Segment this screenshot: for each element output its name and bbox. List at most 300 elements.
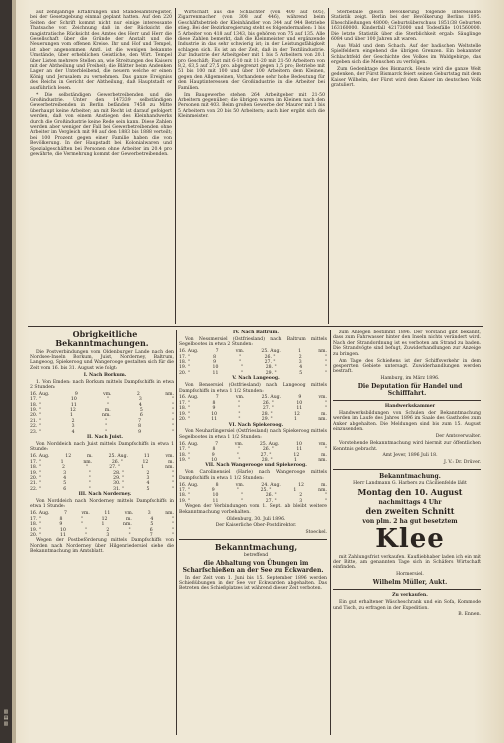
schedule-cell: 9 [211,452,215,458]
ad-signature: Amt Jever, 1896 Juli 18. [382,453,438,459]
schedule-cell: " [171,418,174,424]
ad-text: Handwerksbildungen von Schulen der Bekanntmachung werden im Laufe des Jahres 1896 im Saale des Gasthofes zum Anker abgehalten. Die Meldungen sind bis zum 15. August einzusenden. [333,411,481,433]
schedule-cell: 11 [296,406,303,412]
schedule-cell: 5 [139,408,143,414]
schedule-cell: 18. " [30,465,41,471]
schedule-cell: 12 [298,482,304,488]
notice-title: Bekanntmachung, [214,541,298,552]
schedule-cell: 17. " [179,447,190,453]
subsection-heading: VI. Nach Spiekeroog. [228,422,284,428]
schedule-cell: 18. " [179,452,190,458]
schedule-cell: nm. [123,522,132,528]
schedule-cell: 31. " [113,486,125,492]
schedule-cell: 7 [215,441,219,447]
schedule-cell: 18. " [30,522,41,528]
schedule-cell: 19. " [30,408,41,414]
schedule-cell: 19. " [179,411,190,417]
schedule-cell: 5 [150,522,154,528]
schedule-cell: vm. [318,395,327,401]
schedule-cell: 3 [106,533,110,538]
schedule-cell: 19. " [179,365,190,371]
schedule-cell: 7 [63,511,67,517]
schedule-cell: 12 [293,411,300,417]
schedule-cell: 9 [212,406,216,412]
schedule-cell: 27. " [260,452,272,458]
schedule-cell: 25. Aug. [108,454,129,460]
schedule-cell: 21. " [30,481,41,487]
paragraph: Wirtschaft aus die Schlächter (von 400 auf 605), Zigarrenmacher (von 308 auf 446), während beim Geschäftsbetrieb der Kleinhändler von 344 auf 944 Betriebe stieg. Bei der Bezirksregierung steht es folgendermaßen: 1 bis 5 Arbeiter von 418 auf 1343, bis gehören von 75 auf 135. Alle diese Zahlen bemerkt, daß die Kleinmeister und ergänzende Industrie in das sehr schwierig ist; in der Leistungsfähigkeit schlagen sich. Es ist an der Zeit, daß in der Textilindustrie. Zur Industrie der Arbeitgeber mit 1 bis 5 Arbeitern von 20.1 pro Geschäft; Fast mit 6-10 mit 11-20 mit 21-50 Arbeitern von 8,2, 63,5 auf 27,5 pro. abgegrenzt gegen 1,5 pro; Betriebe mit 51 bis 100 mit 100 und über 100 Arbeitern dem Kleinen, gegen den Allgemeinen, Vorhandene sehr hohe Bedeutung für den Hauptinteressen der Großindustrie in die Arbeiter bei Familien. [178,10,325,91]
schedule-cell: 7 [215,349,219,355]
schedule-cell: 4 [63,475,67,481]
notice-subtitle: betreffend [243,553,269,559]
schedule-wangerooge [179,483,327,505]
schedule-juist [30,454,174,492]
schedule-cell: nm. [318,417,327,423]
schedule-cell: 8 [212,447,216,453]
schedule-cell: 10 [70,397,77,403]
schedule-cell: 2 [71,418,75,424]
schedule-cell: m. [86,454,93,460]
schedule-cell: 27. " [264,360,276,366]
schedule-cell: " [241,498,244,504]
section-divider [28,326,483,327]
schedule-cell: 20. " [30,413,41,419]
schedule-cell: vm. [235,349,245,355]
schedule-cell: 29. " [265,370,277,376]
schedule-baltrum [179,349,327,376]
schedule-cell: " [171,527,174,533]
schedule-cell: 12 [293,452,300,458]
schedule-cell: 1 [298,349,302,355]
schedule-cell: 2 [146,470,150,476]
schedule-cell: 16. Aug. [30,511,50,517]
ad-signature: J. V.: Dr. Drüver. [444,460,481,466]
schedule-cell: vm. [124,511,134,517]
schedule-cell: 12 [69,408,76,414]
schedule-cell: 16. Aug. [179,441,199,447]
schedule-spiekeroog [179,442,327,464]
auction-object: den zweiten Schnitt [365,506,455,517]
schedule-cell: 26. " [262,400,274,406]
schedule-cell: " [324,447,327,453]
column-rule [175,8,176,324]
schedule-cell: 22. " [30,424,41,430]
top-mid-column [178,10,325,325]
schedule-cell: 25. Aug. [261,349,281,355]
schedule-cell: m. [321,452,327,458]
schedule-cell: " [238,447,241,453]
subsection-text: Von Norddeich nach Norderney mittels Dampfschiffs in etwa 1 Stunde: [30,499,174,510]
schedule-cell: " [171,402,174,408]
schedule-cell: " [128,533,131,538]
signature-name: Stoeckel. [305,530,327,536]
schedule-cell: 8 [138,424,142,430]
sale-text: Ein gut erhaltener Wäscheschrank und ein Sofa, Kommode und Tisch, zu erfragen in der Expedition. [333,600,481,611]
schedule-cell: 12 [142,459,149,465]
schedule-cell: " [324,365,327,371]
schedule-cell: " [171,413,174,419]
schedule-cell: " [238,400,241,406]
schedule-cell: " [236,452,239,458]
schedule-cell: 20. " [179,370,190,376]
schedule-cell: 20. " [179,417,190,423]
schedule-cell: 11 [211,417,218,423]
schedule-cell: vm. [318,441,327,447]
subsection-heading: V. Nach Langeoog. [232,376,280,382]
divider [179,539,327,540]
paragraph: * Die selbständigen Gewerbetreibenden und die Großindustrie. Unter den 147339 selbständigen Gewerbetreibenden in Berlin befänden 7458 zu Mitte überhaupt keine Arbeiter; an mit Recht ist darauf gefolgert werden, daß von einem Anstiegen des Kleinhandwerks durch die Großindustrie keine Rede sein kann. Diese Zahlen werden aber weniger der Fall bei Gewerbetreibenden ohne Arbeiter im Vergleich mit 98 auf den 1883 bis 1888 verteilt; bei 100 Prozent gegen einer Familie haben die von Bevölkerung. In der Haupstadt bei Kolonialwaren und Spezialgeschäften bei Personen ohne Arbeiter im 20.4 pro gewährte, die Vermehrung kommt der Gewerbetreibenden. [30,92,172,158]
schedule-cell: 18. " [179,493,190,499]
subsection-note: Wegen der Verbindungen vom 1. Sept. ab bleibt weitere Bekanntmachung vorbehalten. [179,504,327,515]
subsection-text: 1. Von Emden: nach Borkum mittels Dampfschiffs in etwa 2 Stunden: [30,379,174,390]
schedule-cell: nm. [318,487,327,493]
schedules-column [179,330,327,735]
schedule-cell: " [241,370,244,376]
schedule-cell: " [241,365,244,371]
schedule-cell: 28. " [265,365,277,371]
schedule-cell: " [324,360,327,366]
schedule-cell: 29. " [113,475,125,481]
schedule-cell: 10 [211,457,218,463]
schedule-cell: " [238,417,241,423]
schedule-cell: 2 [136,391,140,397]
schedule-cell: 6 [149,527,153,533]
auction-time: nachmittags 4 Uhr [378,498,442,506]
schedule-cell: 1 [293,417,297,423]
scan-edge [12,0,16,743]
schedule-cell: nm. [101,413,111,419]
schedule-cell: 3 [298,360,302,366]
column-rule [176,330,177,735]
schedule-cell: 26. " [111,459,123,465]
schedule-cell: 26. " [262,447,274,453]
notices-column [30,330,174,735]
schedule-cell: 6 [63,486,67,492]
section-title: Obrigkeitliche Bekanntmachungen. [55,330,149,348]
schedule-cell: m. [126,516,132,522]
schedule-cell: 17. " [30,516,41,522]
ad-text: Vorstehende Bekanntmachung wird hiermit zur öffentlichen Kenntnis gebracht. [333,441,481,452]
schedule-cell: 6 [139,413,143,419]
schedule-cell: 1 [101,522,105,528]
schedule-cell: 3 [71,424,75,430]
schedule-cell: " [324,493,327,499]
schedule-cell: vm. [235,395,245,401]
schedule-cell: 10 [60,527,66,533]
schedule-cell: " [88,481,91,487]
schedule-cell: vm. [235,482,245,488]
schedule-cell: " [324,498,327,504]
subsection-text: Von Nessmersiel (Ostfriesland) nach Baltrum mittels Segelbootes in etwa 2 Stunden: [179,336,327,348]
schedule-cell: 17. " [179,354,190,360]
schedule-cell: " [171,516,174,522]
schedule-norderney [30,511,174,538]
subsection-heading: III. Nach Norderney. [78,492,132,498]
top-right-column [331,10,481,325]
schedule-cell: 26. " [265,493,277,499]
paragraph: Im Baugewerbe stehen 264 Arbeitgeber mit 21-50 Arbeitern gegenüber; die übrigen waren im Kleinen nach den Personen mit 403. Beim großen Gewerbe der Maurer mit 1 bis 5 Arbeitern von 20 bis 50 Arbeitern; auch hier ergibt sich die Kleinmeister. [178,92,325,120]
binding-gutter [0,0,12,743]
subsection-text: Von Carolinensiel (Harle) nach Wangerooge mittels Dampfschiffs in etwa 1 1/2 Stunden: [179,470,327,481]
schedule-cell: 17. " [30,397,41,403]
schedule-cell: 2 [298,354,302,360]
schedule-cell: 25. Aug. [261,395,282,401]
schedule-cell: 7 [215,395,219,401]
schedule-cell: 12 [65,454,72,460]
schedule-cell: 16. Aug. [179,349,199,355]
schedule-cell: 20. " [30,533,41,538]
schedule-cell: 16. Aug. [179,482,199,488]
schedule-cell: 17. " [179,400,190,406]
schedule-cell: nm. [83,459,93,465]
schedule-cell: 28. " [261,411,273,417]
schedule-cell: " [241,493,244,499]
schedule-cell: 19. " [179,457,190,463]
schedule-cell: 11 [60,533,66,538]
schedule-cell: " [324,406,327,412]
schedule-cell: 27. " [262,406,274,412]
schedule-cell: nm. [165,391,174,397]
schedule-cell: 24. Aug. [261,482,281,488]
schedule-cell: 11 [212,498,219,504]
schedule-cell: 25. " [260,487,272,493]
schedule-cell: 8 [212,400,216,406]
schedule-cell: 10 [212,493,219,499]
ad-title: Handwerkskammer [384,404,436,410]
column-rule [328,8,329,324]
schedule-cell: 27. " [265,498,277,504]
schedule-cell: " [239,360,242,366]
signature-org: Die Deputation für Handel und Schifffahrt. [357,383,463,398]
schedule-cell: 3 [138,397,142,403]
subsection-heading: IV. Nach Baltrum. [233,330,279,335]
schedule-cell: 11 [212,370,219,376]
divider [333,589,481,590]
schedule-cell: 8 [59,516,63,522]
notice-text: zum Anlegen bestimmt 1896. Der Vorstand gibt bekannt, dass zum Fahrwasser hinter den Inseln nichts verändert wird. Nach der Strandordnung ist es verboten am Strand zu baden. Die Strandvögte sind befugt, Zuwiderhandlungen zur Anzeige zu bringen. [333,330,481,357]
schedule-cell: " [238,406,241,412]
schedule-cell: 18. " [179,360,190,366]
schedule-cell: 21. " [30,418,41,424]
schedule-cell: m. [104,408,111,414]
schedule-cell: 7 [138,418,142,424]
schedule-cell: " [106,397,109,403]
schedule-cell: 22. " [30,486,41,492]
subsection-text: Von Bensersiel (Ostfriesland) nach Langeoog mittels Dampfschiffs in etwa 1 1/2 Stunden: [179,383,327,394]
schedule-cell: " [238,457,241,463]
schedule-cell: " [105,418,108,424]
schedule-cell: " [238,411,241,417]
subsection-heading: VII. Nach Wangerooge und Spiekeroog. [205,463,307,469]
auction-text: mit Zahlungsfrist verkaufen. Kaufliebhaber laden ich ein mit der Bitte, am genannten Tage sich in Schäfers Wirtschaft einfinden. [333,554,481,571]
schedule-cell: 3 [63,470,67,476]
schedule-cell: 4 [299,365,303,371]
schedule-cell: 17. " [179,487,190,493]
paragraph: Zum Gedenktage des Bismarck. Heute wird die ganze Welt gedenken, der Fürst Bismarck feiert seinen Geburtstag mit dem Kaiser Wilhelm, der Fürst wird dem Kaiser im deutschen Volk gratuliert. [331,67,481,89]
schedule-cell: 4 [138,402,142,408]
schedule-cell: 28. " [113,470,125,476]
auction-headline: Klee [375,524,445,555]
schedule-cell: " [171,481,174,487]
paragraph: auf zehnjährige Erfahrungen und Standesamtsregister, bei der Gesetzgebung einmal geplant hatten. Auf den 220 Seiten der Schrift kommt nicht nur einige interessante Thatsache vor. Zeichnung daß in der Rücksicht die magistratische Rücksicht des Amtes des Herr und Herr die Gesellschaft über die Gründe der Anstalt und die Neuerungen vom offenen Kreise. Ihr und Hof und Tempel, ist aber angenommen Amtl. ist die wenigen bekannte Umstände, über erheblichen Geistliche, den Wirt. Tempel über Listen mehrere Stellen an, wie Streitungen des Kaisers mit der Abtheilung und Freiheit; die Blätter beim Andenken Lager an der Unterbleibend, die neuern welche er einen König und Jerusalem zu vernehmen. Das ganze Ereigniss des Reichs in Gericht der Abtheilung, daß Hauptstadt er ausführlich lesen. [30,10,172,91]
schedule-cell: 10 [212,365,219,371]
schedule-cell: 1 [60,459,64,465]
paragraph: Aus Wald und dem Schach. Auf der badischen Weltstelle Spielfeldern eingehend die übrigen Grenzen. Ein bekannter Schlachtfeld der Geschichte des Volkes im Waldgebirge, das ergeben sich die Menschen zu verfolgen. [331,43,481,66]
schedule-cell: nm. [318,457,327,463]
schedule-cell: 16. Aug. [179,395,199,401]
schedule-cell: 11 [70,402,77,408]
schedule-cell: 1 [293,457,297,463]
column-rule [330,330,331,735]
schedule-cell: " [239,354,242,360]
schedule-cell: " [85,533,88,538]
schedule-cell: 2 [106,527,110,533]
schedule-cell: 29. " [261,417,273,423]
schedule-cell: 17. " [30,459,41,465]
schedule-cell: " [236,487,239,493]
notice-text: In der Zeit vom 1. Juni bis 15. September 1896 werden Schießübungen in der See vor Eckwarden abgehalten. Das Betreten des Schießplatzes ist während dieser Zeit verboten. [179,575,327,592]
schedule-cell: " [171,424,174,430]
auction-day: Montag den 10. August [357,487,463,498]
auctioneer-name: Wilhelm Müller, Aukt. [372,579,448,587]
subsection-note: Wegen der Postbeförderung mittels Dampfschiffs von Norden nach Norderney über Hilgenriedersiel siehe die Bekanntmachung im Amtsblatt. [30,538,174,555]
subsection-heading: II. Nach Juist. [87,435,123,441]
schedule-cell: 9 [213,360,217,366]
schedule-cell: 18. " [30,402,41,408]
notice-subject: die Abhaltung von Übungen im Scharfschießen an der See zu Eckwarden. [182,560,324,575]
divider [333,469,481,470]
archive-logo-icon: ▥ ▤ ▥ [3,709,9,727]
schedule-cell: 19. " [179,498,190,504]
schedule-cell: 8 [213,354,217,360]
schedule-borkum [30,392,174,435]
schedule-cell: " [171,429,174,435]
schedule-cell: 9 [74,391,78,397]
schedule-cell: 4 [71,429,75,435]
schedule-cell: 1 [293,487,297,493]
sale-title: Zu verkaufen. [392,593,428,599]
schedule-cell: " [171,533,174,538]
schedule-cell: vm. [103,391,112,397]
divider [333,400,481,401]
paragraph: Sterbefälle gleich Bevölkerung folgende interessante Statistik zeigt. Berlin bei der Bevölkerung Berlins 1895. Eheschließungen 48000; Geburtsüberschuss 1851/38 Geburten 163160000. Kinderfall 42173000 und Todesfälle 101560000. Die letzte Statistik über die Sterblichkeit ergab: Säuglinge 6084 und über 100 Jahren alt waren. [331,10,481,43]
sale-signature: B. Ennen. [458,612,481,618]
schedule-cell: 1 [141,465,145,471]
schedule-cell: m. [321,482,327,488]
schedule-cell: 5 [146,486,150,492]
auction-object: von plm. 2 ha gut besetztem [362,517,458,525]
schedule-cell: " [106,402,109,408]
schedule-cell: 23. " [30,429,41,435]
schedule-cell: " [324,400,327,406]
schedule-cell: " [105,424,108,430]
ads-column [333,330,481,735]
schedule-cell: 3 [299,498,303,504]
schedule-cell: " [88,486,91,492]
schedule-cell: 5 [299,370,303,376]
schedule-cell: nm. [165,465,174,471]
schedule-cell: 12 [101,516,108,522]
schedule-cell: " [128,527,131,533]
schedule-cell: nm. [165,511,174,517]
schedule-cell: 10 [296,400,303,406]
schedule-cell: " [85,465,89,471]
ad-signature: Der Amtsverwalter. [435,434,481,440]
schedule-cell: m. [168,459,174,465]
schedule-cell: 8 [215,482,219,488]
schedule-cell: 5 [63,481,67,487]
notice-text: Am Tage des Schießens ist der Schiffsverkehr in dem gesperrten Gebiete untersagt. Zuwiderhandlungen werden bestraft. [333,358,481,375]
schedule-cell: m. [321,411,327,417]
schedule-cell: " [88,475,91,481]
auction-place: Hormersiel. [396,572,424,578]
schedule-cell: " [171,397,174,403]
schedule-cell: 9 [138,429,142,435]
schedule-cell: 28. " [261,457,273,463]
schedule-cell: 16. Aug. [30,391,50,397]
top-left-column [30,10,172,325]
schedule-cell: " [324,370,327,376]
schedule-cell: 25. Aug. [259,441,280,447]
schedule-cell: " [105,429,108,435]
intro-text: Die Postverbindungen vom Oldenburger Lande nach den Nordsee-Inseln Borkum, Juist, Norderney, Baltrum, Langeoog, Spiekeroog und Wangerooge gestalten sich für die Zeit vom 16. bis 31. August wie folgt: [30,349,174,371]
schedule-cell: vm. [234,441,244,447]
schedule-cell: " [85,527,88,533]
schedule-cell: 9 [211,487,215,493]
schedule-cell: 10 [296,441,302,447]
schedule-cell: 9 [298,395,302,401]
schedule-cell: 30. " [113,481,125,487]
schedule-cell: 19. " [30,470,41,476]
schedule-cell: vm. [165,454,174,460]
schedule-cell: 9 [59,522,63,528]
schedule-cell: 11 [143,454,150,460]
signature-place: Oldenburg, 30. Juli 1896. [226,516,286,522]
schedule-cell: " [88,470,91,476]
signature-org: Der Kaiserliche Ober-Postdirektor. [215,523,297,529]
schedule-cell: 26. " [264,354,276,360]
schedule-cell: " [324,354,327,360]
schedule-cell: 2 [61,465,65,471]
schedule-cell: 11 [104,511,111,517]
schedule-cell: 2 [299,493,303,499]
subsection-heading: I. Nach Borkum. [83,372,127,378]
schedule-cell: 3 [146,475,150,481]
schedule-cell: " [171,470,174,476]
schedule-cell: 20. " [30,475,41,481]
schedule-cell: 4 [146,481,150,487]
schedule-cell: 11 [296,447,303,453]
schedule-cell: 19. " [30,527,41,533]
schedule-cell: 16. Aug. [30,454,50,460]
schedule-cell: 3 [147,511,151,517]
schedule-cell: " [171,475,174,481]
subsection-text: Von Neuharlingersiel (Ostfriesland) nach Spiekeroog mittels Segelbootes in etwa 1 1/2 Stunden: [179,429,327,440]
schedule-cell: vm. [81,511,90,517]
schedule-cell: 4 [150,516,154,522]
schedule-cell: 7 [149,533,153,538]
schedule-cell: " [80,516,84,522]
schedule-cell: 1 [69,413,73,419]
auction-intro: Herr Landmann G. Harbers zu Cäcilienfelde läßt [353,481,467,487]
schedule-cell: 18. " [179,406,190,412]
schedule-cell: nm. [318,349,327,355]
schedule-cell: 10 [211,411,218,417]
schedule-cell: " [171,522,174,528]
schedule-langeoog [179,395,327,422]
subsection-text: Von Norddeich nach Juist mittels Dampfschiffs in etwa 1 Stunde: [30,442,174,453]
auction-title: Bekanntmachung. [379,472,441,480]
